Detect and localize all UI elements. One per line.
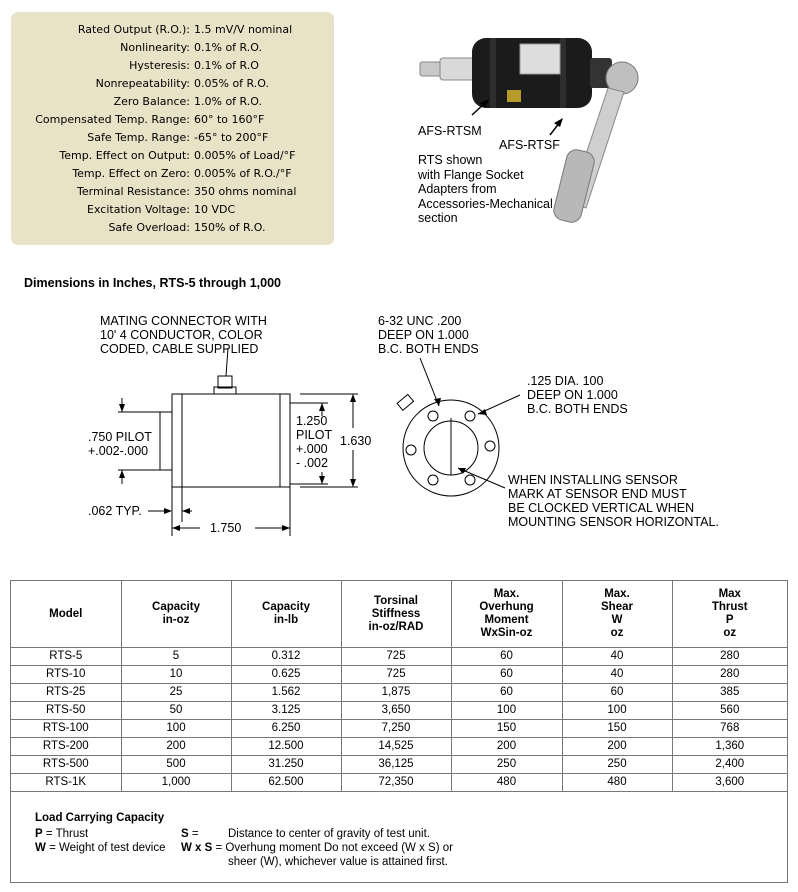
table-cell: 50: [121, 702, 231, 720]
spec-row: [11, 183, 334, 201]
table-cell: 3,600: [672, 774, 787, 792]
dia-note-line: .125 DIA. 100: [527, 374, 604, 388]
column-header: [451, 581, 562, 648]
column-header-line: P: [725, 614, 734, 626]
connector-note: [100, 314, 267, 356]
column-header: [231, 581, 341, 648]
table-cell: 6.250: [231, 720, 341, 738]
table-cell: 100: [121, 720, 231, 738]
spec-value: 1.5 mV/V nominal: [194, 23, 293, 36]
spec-label: Excitation Voltage:: [87, 203, 190, 216]
label-afs-rtsf: AFS-RTSF: [499, 138, 560, 152]
table-cell: 480: [451, 774, 562, 792]
note-w-key: W: [35, 842, 46, 854]
table-cell: 200: [562, 738, 672, 756]
column-header: [562, 581, 672, 648]
dia-note-line: B.C. BOTH ENDS: [527, 402, 628, 416]
spec-value: 0.1% of R.O: [194, 59, 259, 72]
table-row: [11, 720, 787, 738]
typ-dimension: .062 TYP.: [88, 504, 142, 518]
spec-label: Nonrepeatability:: [95, 77, 190, 90]
column-header-line: Max.: [604, 588, 630, 600]
spec-label: Temp. Effect on Output:: [59, 149, 190, 162]
spec-row: [11, 75, 334, 93]
length-dimension: 1.750: [210, 521, 242, 535]
spec-label: Compensated Temp. Range:: [35, 113, 190, 126]
spec-row: [11, 57, 334, 75]
table-cell: 1,000: [121, 774, 231, 792]
column-header-line: Overhung: [479, 601, 534, 613]
left-pilot-dimension: [88, 430, 152, 458]
spec-value: 0.005% of R.O./°F: [194, 167, 292, 180]
column-header-line: oz: [723, 627, 737, 639]
spec-row: [11, 39, 334, 57]
table-cell: 62.500: [231, 774, 341, 792]
notes-title: Load Carrying Capacity: [35, 812, 165, 824]
table-cell: 1.562: [231, 684, 341, 702]
column-header-line: Torsinal: [374, 594, 418, 607]
section-title: Dimensions in Inches, RTS-5 through 1,000: [24, 276, 281, 290]
table-cell: 60: [451, 666, 562, 684]
note-s-text: Distance to center of gravity of test unit.: [228, 828, 430, 840]
column-header-line: Capacity: [152, 601, 200, 613]
spec-label: Nonlinearity:: [120, 41, 190, 54]
right-pilot-line: 1.250: [296, 414, 328, 428]
install-note: [508, 473, 719, 529]
spec-row: [11, 129, 334, 147]
spec-value: 0.05% of R.O.: [194, 77, 269, 90]
table-cell: RTS-100: [11, 720, 121, 738]
table-cell: 480: [562, 774, 672, 792]
note-p: [35, 827, 88, 841]
table-cell: RTS-25: [11, 684, 121, 702]
column-header-line: Stiffness: [371, 607, 421, 620]
table-row: [11, 738, 787, 756]
photo-caption-line: with Flange Socket: [418, 167, 524, 182]
thread-note-line: DEEP ON 1.000: [378, 328, 469, 342]
table-cell: 10: [121, 666, 231, 684]
thread-note: [378, 314, 479, 356]
column-header-line: Max.: [493, 588, 520, 600]
table-cell: RTS-200: [11, 738, 121, 756]
note-s: [181, 827, 199, 841]
table-cell: 500: [121, 756, 231, 774]
photo-caption-line: Accessories-Mechanical: [418, 196, 553, 211]
table-cell: 40: [562, 666, 672, 684]
note-wxs: [181, 841, 453, 855]
column-header: [341, 581, 451, 648]
spec-label: Temp. Effect on Zero:: [72, 167, 190, 180]
right-pilot-dimension: [296, 414, 332, 470]
label-afs-rtsm: AFS-RTSM: [418, 124, 482, 138]
table-header-row: [11, 581, 787, 648]
height-dimension: 1.630: [340, 434, 372, 448]
column-header-line: WxSin-oz: [480, 627, 533, 639]
spec-value: 60° to 160°F: [194, 113, 265, 126]
column-header-line: in-lb: [273, 614, 299, 626]
table-cell: 14,525: [341, 738, 451, 756]
table-cell: 560: [672, 702, 787, 720]
left-pilot-line: .750 PILOT: [88, 430, 152, 444]
column-header-line: Capacity: [262, 601, 310, 613]
spec-value: 0.005% of Load/°F: [194, 149, 296, 162]
spec-row: [11, 147, 334, 165]
photo-caption-line: RTS shown: [418, 153, 483, 167]
table-row: [11, 702, 787, 720]
column-header-line: Shear: [601, 601, 633, 613]
column-header-line: in-oz/RAD: [368, 620, 424, 633]
table-cell: RTS-10: [11, 666, 121, 684]
note-w: [35, 841, 166, 855]
column-header-line: Thrust: [711, 601, 748, 613]
table-cell: 12.500: [231, 738, 341, 756]
table-cell: 100: [451, 702, 562, 720]
connector-note-line: MATING CONNECTOR WITH: [100, 314, 267, 328]
table-cell: 725: [341, 666, 451, 684]
right-pilot-line: +.000: [296, 442, 328, 456]
table-row: [11, 648, 787, 666]
spec-row: [11, 93, 334, 111]
photo-caption-line: section: [418, 211, 458, 225]
table-row: [11, 774, 787, 792]
table-cell: 7,250: [341, 720, 451, 738]
install-note-line: BE CLOCKED VERTICAL WHEN: [508, 501, 695, 515]
table-cell: 100: [562, 702, 672, 720]
column-header-line: Moment: [484, 614, 529, 626]
table-cell: 31.250: [231, 756, 341, 774]
install-note-line: MOUNTING SENSOR HORIZONTAL.: [508, 515, 719, 529]
spec-value: 1.0% of R.O.: [194, 95, 262, 108]
table-cell: 5: [121, 648, 231, 666]
note-wxs-text2: sheer (W), whichever value is attained first.: [228, 856, 448, 868]
dia-note-line: DEEP ON 1.000: [527, 388, 618, 402]
table-row: [11, 684, 787, 702]
spec-row: [11, 165, 334, 183]
table-cell: 40: [562, 648, 672, 666]
table-cell: 250: [451, 756, 562, 774]
table-cell: RTS-500: [11, 756, 121, 774]
thread-note-line: B.C. BOTH ENDS: [378, 342, 479, 356]
table-cell: 250: [562, 756, 672, 774]
table-cell: 25: [121, 684, 231, 702]
table-cell: 0.312: [231, 648, 341, 666]
table-cell: 60: [451, 684, 562, 702]
note-p-key: P: [35, 828, 43, 840]
left-pilot-line: +.002-.000: [88, 444, 149, 458]
column-header: [121, 581, 231, 648]
column-header-line: W: [611, 614, 623, 626]
install-note-line: WHEN INSTALLING SENSOR: [508, 473, 678, 487]
note-wxs-text: = Overhung moment Do not exceed (W x S) or: [215, 842, 453, 854]
specifications-panel: [11, 12, 334, 245]
right-pilot-line: - .002: [296, 456, 328, 470]
spec-value: 350 ohms nominal: [194, 185, 297, 198]
spec-row: [11, 111, 334, 129]
table-cell: 150: [562, 720, 672, 738]
thread-note-line: 6-32 UNC .200: [378, 314, 462, 328]
table-row: [11, 666, 787, 684]
table-cell: 1,360: [672, 738, 787, 756]
table-cell: 1,875: [341, 684, 451, 702]
note-s-key: S: [181, 828, 189, 840]
spec-row: [11, 201, 334, 219]
table-cell: 768: [672, 720, 787, 738]
table-cell: 0.625: [231, 666, 341, 684]
right-pilot-line: PILOT: [296, 428, 333, 442]
note-s-eq: =: [191, 828, 199, 840]
spec-label: Terminal Resistance:: [77, 185, 190, 198]
table-cell: 385: [672, 684, 787, 702]
table-cell: 60: [562, 684, 672, 702]
table-row: [11, 756, 787, 774]
spec-label: Zero Balance:: [113, 95, 190, 108]
photo-caption-line: Adapters from: [418, 182, 497, 196]
table-cell: 36,125: [341, 756, 451, 774]
dia-note: [527, 374, 628, 416]
spec-label: Safe Overload:: [108, 221, 190, 234]
spec-label: Safe Temp. Range:: [87, 131, 190, 144]
column-header: [11, 581, 121, 648]
connector-note-line: CODED, CABLE SUPPLIED: [100, 342, 259, 356]
column-header-line: in-oz: [162, 614, 190, 626]
column-header-line: Model: [49, 607, 83, 620]
spec-label: Hysteresis:: [129, 59, 190, 72]
note-p-text: = Thrust: [45, 828, 89, 840]
table-cell: 200: [121, 738, 231, 756]
column-header-line: Max: [718, 588, 741, 600]
table-cell: 3.125: [231, 702, 341, 720]
spec-label: Rated Output (R.O.):: [77, 23, 190, 36]
table-cell: 2,400: [672, 756, 787, 774]
spec-row: [11, 21, 334, 39]
spec-value: 150% of R.O.: [194, 221, 266, 234]
table-cell: 60: [451, 648, 562, 666]
table-cell: 150: [451, 720, 562, 738]
table-cell: RTS-1K: [11, 774, 121, 792]
photo-caption: [418, 153, 553, 226]
column-header: [672, 581, 787, 648]
table-cell: 280: [672, 648, 787, 666]
spec-value: 10 VDC: [194, 203, 236, 216]
spec-value: 0.1% of R.O.: [194, 41, 262, 54]
spec-row: [11, 219, 334, 237]
install-note-line: MARK AT SENSOR END MUST: [508, 487, 687, 501]
table-cell: 280: [672, 666, 787, 684]
table-cell: 200: [451, 738, 562, 756]
table-cell: 72,350: [341, 774, 451, 792]
table-cell: RTS-5: [11, 648, 121, 666]
table-cell: 725: [341, 648, 451, 666]
note-w-text: = Weight of test device: [49, 842, 166, 854]
note-wxs-key: W x S: [181, 842, 213, 854]
connector-note-line: 10' 4 CONDUCTOR, COLOR: [100, 328, 263, 342]
capacity-table: [11, 581, 787, 792]
table-cell: RTS-50: [11, 702, 121, 720]
spec-value: -65° to 200°F: [194, 131, 269, 144]
column-header-line: oz: [610, 627, 624, 639]
table-cell: 3,650: [341, 702, 451, 720]
